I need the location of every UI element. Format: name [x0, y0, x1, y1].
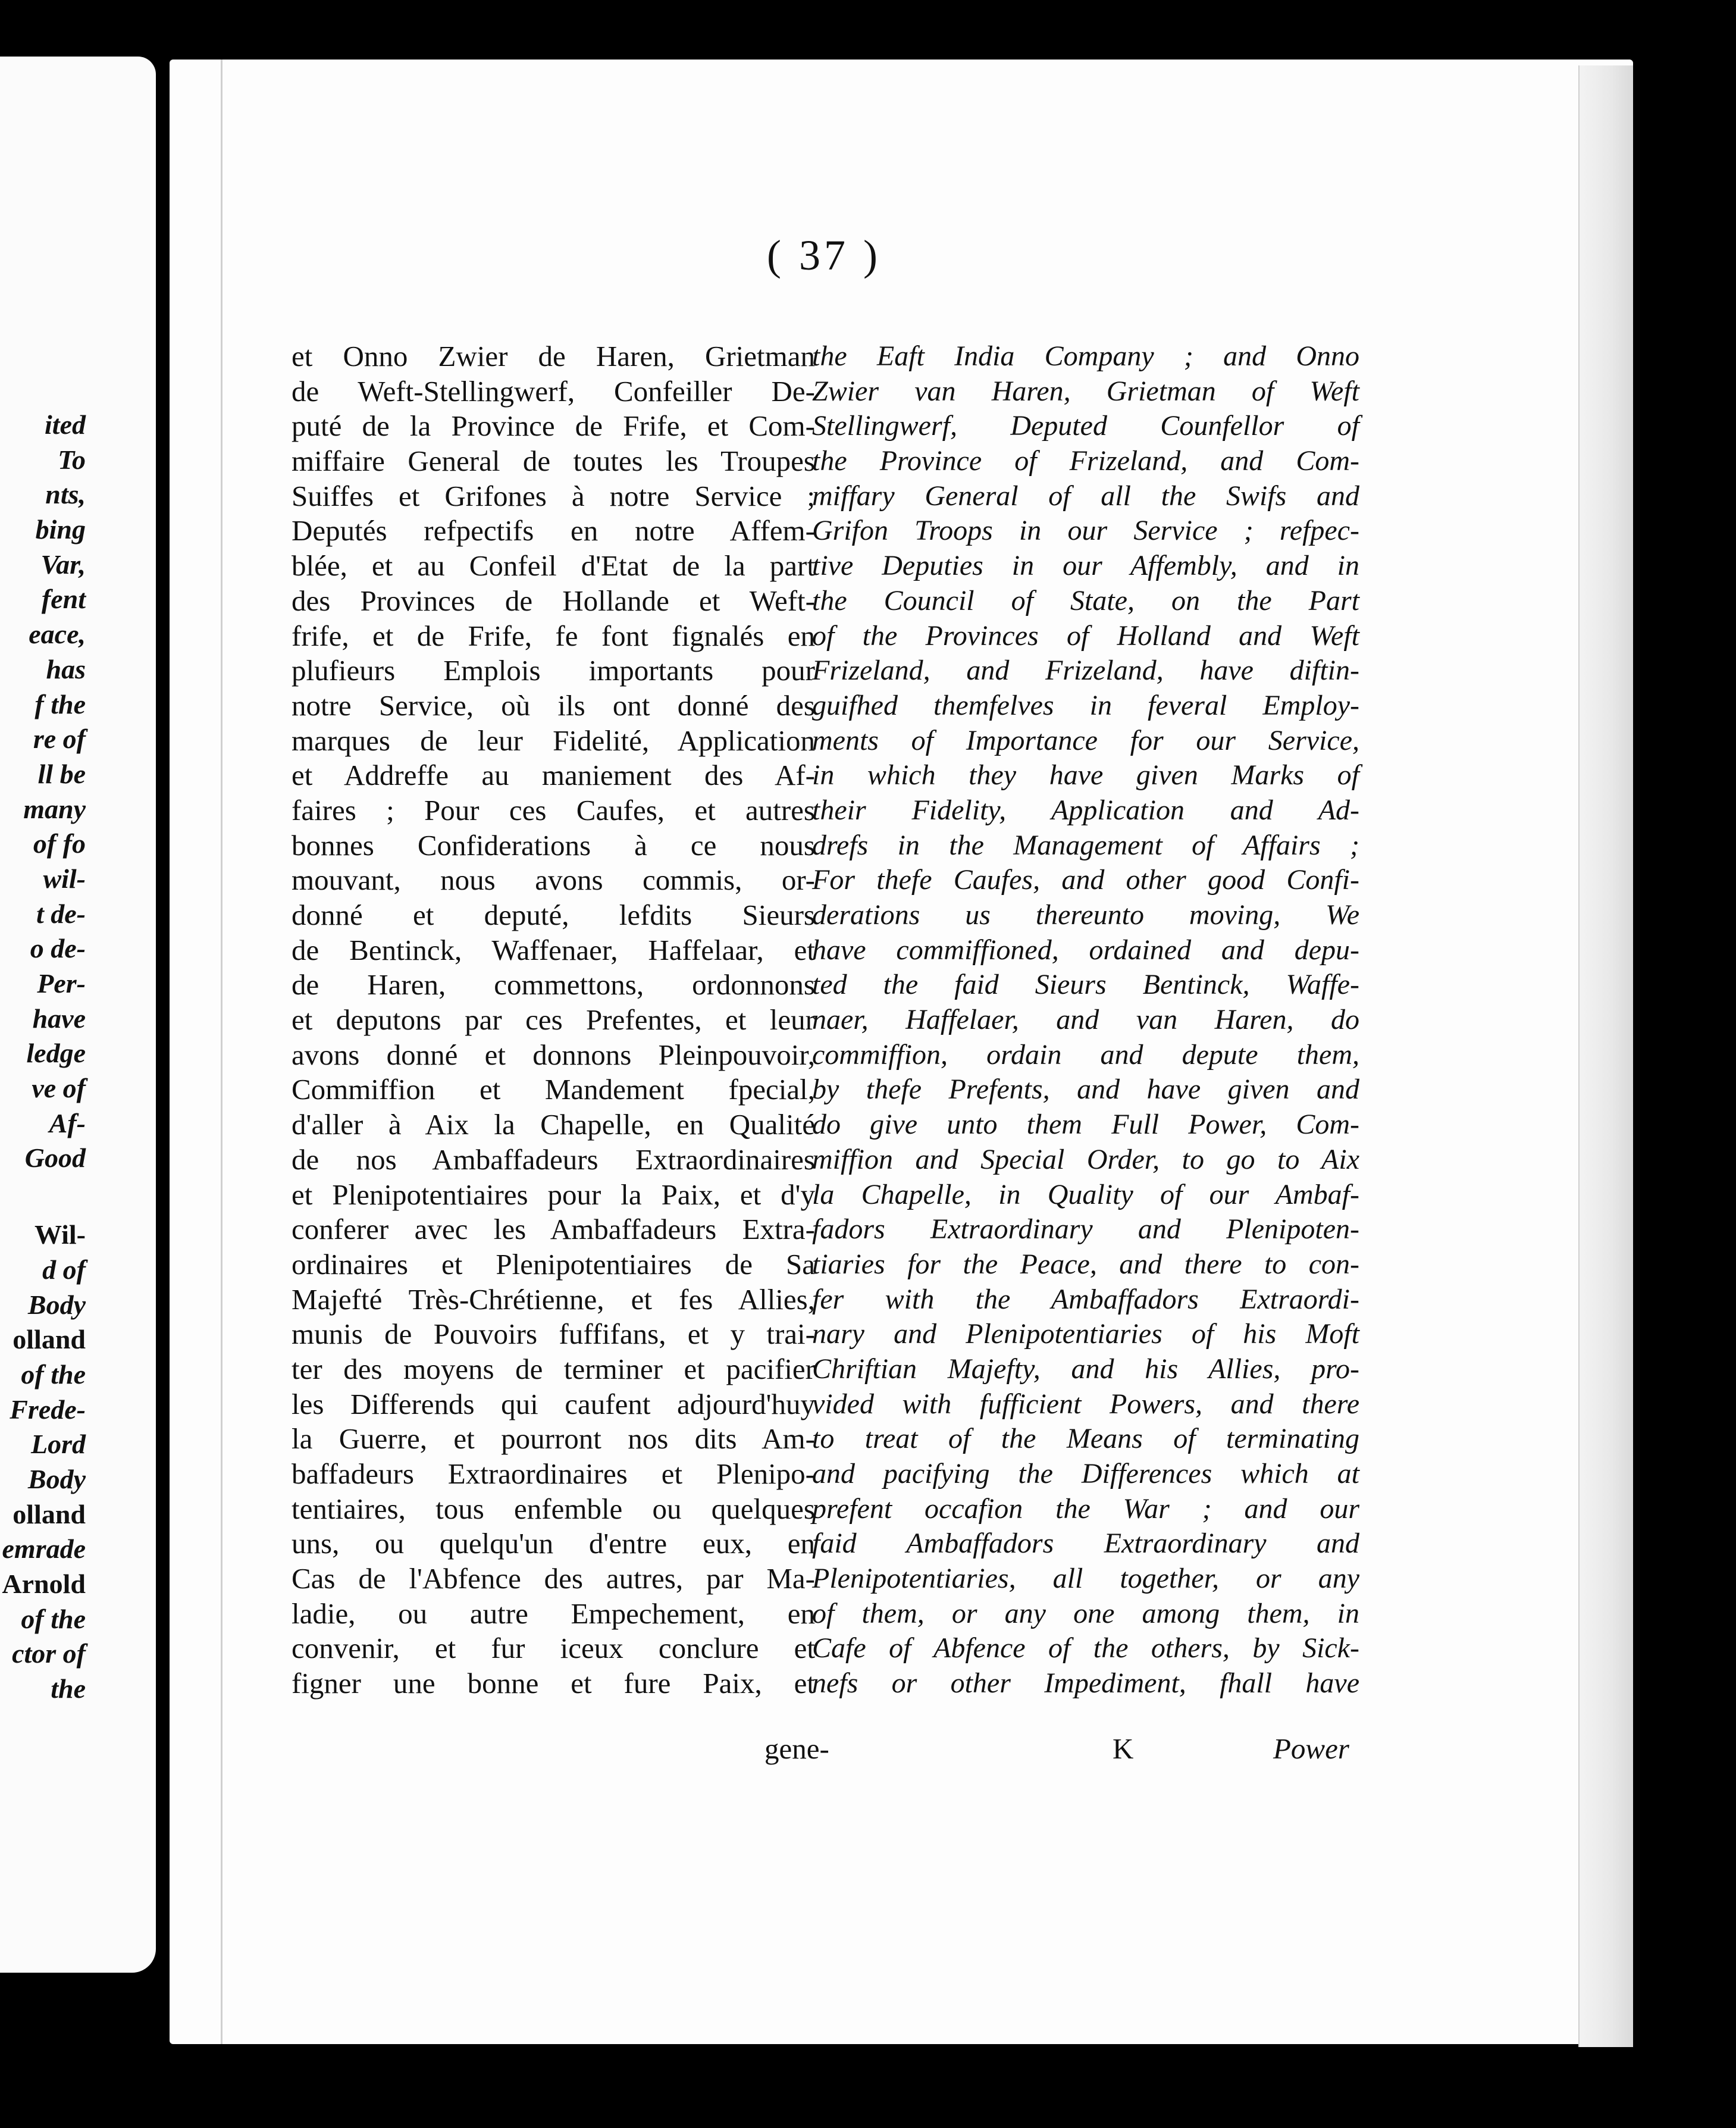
text-line: la Chapelle, in Quality of our Ambaf-: [812, 1178, 1359, 1210]
text-line: Plenipotentiaries, all together, or any: [812, 1563, 1359, 1595]
text-line: marques de leur Fidelité, Application: [292, 724, 815, 757]
fragment-line: Good: [24, 1143, 86, 1173]
fragment-line: o de-: [30, 933, 86, 964]
text-line: d'aller à Aix la Chapelle, en Qualité: [292, 1108, 815, 1141]
fragment-line: nts,: [45, 479, 86, 510]
text-line: avons donné et donnons Pleinpouvoir,: [292, 1038, 815, 1071]
fragment-line: bing: [35, 514, 86, 545]
page-number: ( 37 ): [767, 231, 881, 279]
text-line: tentiaires, tous enfemble ou quelques: [292, 1492, 815, 1525]
text-line: Chriftian Majefty, and his Allies, pro-: [812, 1353, 1359, 1385]
fragment-line: eace,: [29, 619, 86, 650]
text-line: to treat of the Means of terminating: [812, 1423, 1359, 1455]
text-line: Frizeland, and Frizeland, have diftin-: [812, 655, 1359, 687]
fragment-line: ledge: [26, 1038, 86, 1069]
text-line: convenir, et fur iceux conclure et: [292, 1632, 815, 1665]
text-line: their Fidelity, Application and Ad-: [812, 794, 1359, 826]
text-line: the Province of Frizeland, and Com-: [812, 445, 1359, 477]
text-line: de Weft-Stellingwerf, Confeiller De-: [292, 374, 815, 408]
text-line: derations us thereunto moving, We: [812, 899, 1359, 931]
fragment-line: ctor of: [12, 1638, 86, 1669]
text-line: and pacifying the Differences which at: [812, 1458, 1359, 1489]
text-line: faires ; Pour ces Caufes, et autres: [292, 793, 815, 827]
text-line: ter des moyens de terminer et pacifier: [292, 1352, 815, 1385]
fragment-line: ve of: [32, 1073, 86, 1104]
text-line: Deputés refpectifs en notre Affem-: [292, 514, 815, 547]
fragment-line: Var,: [40, 549, 86, 580]
text-line: by thefe Prefents, and have given and: [812, 1074, 1359, 1106]
text-line: figner une bonne et fure Paix, et: [292, 1667, 815, 1700]
text-line: Zwier van Haren, Grietman of Weft: [812, 375, 1359, 407]
text-line: nefs or other Impediment, fhall have: [812, 1667, 1359, 1700]
previous-page-edge: [0, 57, 156, 1973]
text-line: miffaire General de toutes les Troupes: [292, 445, 815, 478]
text-line: et Onno Zwier de Haren, Grietman: [292, 340, 815, 373]
text-line: conferer avec les Ambaffadeurs Extra-: [292, 1213, 815, 1246]
text-line: baffadeurs Extraordinaires et Plenipo-: [292, 1457, 815, 1490]
fragment-line: d of: [42, 1254, 86, 1285]
text-line: faid Ambaffadors Extraordinary and: [812, 1528, 1359, 1560]
fragment-line: ited: [45, 409, 86, 440]
text-line: la Guerre, et pourront nos dits Am-: [292, 1422, 815, 1456]
fragment-line: ll be: [37, 758, 86, 789]
text-line: For thefe Caufes, and other good Confi-: [812, 864, 1359, 896]
fragment-line: Body: [27, 1463, 86, 1494]
text-line: Majefté Très-Chrétienne, et fes Allies,: [292, 1282, 815, 1316]
fragment-line: many: [23, 793, 86, 824]
text-line: the Council of State, on the Part: [812, 584, 1359, 617]
text-line: munis de Pouvoirs fuffifans, et y trai-: [292, 1318, 815, 1351]
text-line: frife, et de Frife, fe font fignalés en: [292, 619, 815, 652]
text-line: nary and Plenipotentiaries of his Moft: [812, 1318, 1359, 1350]
text-line: Cafe of Abfence of the others, by Sick-: [812, 1632, 1359, 1664]
previous-page-text-fragments: [0, 408, 156, 1707]
text-line: et Plenipotentiaires pour la Paix, et d'y: [292, 1178, 815, 1211]
fragment-line: To: [58, 444, 86, 475]
fragment-line: Per-: [37, 968, 86, 999]
text-line: notre Service, où ils ont donné des: [292, 689, 815, 722]
fragment-line: of fo: [33, 828, 86, 859]
text-line: mouvant, nous avons commis, or-: [292, 863, 815, 897]
signature-mark: K: [1113, 1732, 1134, 1765]
english-text-column: [812, 339, 1359, 1701]
catchword-right: Power: [1273, 1732, 1349, 1765]
text-line: ordinaires et Plenipotentiaires de Sa: [292, 1247, 815, 1281]
text-line: vided with fufficient Powers, and there: [812, 1388, 1359, 1420]
fragment-line: Arnold: [2, 1569, 86, 1599]
fragment-line: has: [46, 653, 86, 684]
text-line: drefs in the Management of Affairs ;: [812, 829, 1359, 861]
text-line: tive Deputies in our Affembly, and in: [812, 550, 1359, 582]
fragment-line: Wil-: [34, 1219, 86, 1250]
page-gutter: [221, 60, 223, 2044]
page-fore-edge: [1578, 65, 1633, 2047]
text-line: des Provinces de Hollande et Weft-: [292, 584, 815, 617]
text-line: de Bentinck, Waffenaer, Haffelaar, et: [292, 933, 815, 966]
text-line: miffion and Special Order, to go to Aix: [812, 1143, 1359, 1175]
fragment-line: emrade: [2, 1534, 86, 1564]
text-line: ted the faid Sieurs Bentinck, Waffe-: [812, 969, 1359, 1001]
fragment-line: t de-: [36, 898, 86, 929]
fragment-line: Frede-: [10, 1394, 86, 1425]
text-line: Commiffion et Mandement fpecial,: [292, 1073, 815, 1106]
text-line: uns, ou quelqu'un d'entre eux, en: [292, 1527, 815, 1560]
text-line: prefent occafion the War ; and our: [812, 1492, 1359, 1525]
text-line: Suiffes et Grifones à notre Service ;: [292, 479, 815, 512]
book-page: [170, 60, 1633, 2044]
text-line: naer, Haffelaer, and van Haren, do: [812, 1004, 1359, 1036]
text-line: les Differends qui caufent adjourd'huy: [292, 1387, 815, 1420]
paragraph-gap: [0, 1176, 156, 1218]
text-line: in which they have given Marks of: [812, 759, 1359, 791]
text-line: Cas de l'Abfence des autres, par Ma-: [292, 1562, 815, 1595]
catchword-left: gene-: [764, 1732, 829, 1765]
text-line: Stellingwerf, Deputed Counfellor of: [812, 410, 1359, 442]
fragment-line: of the: [21, 1359, 86, 1390]
text-line: ments of Importance for our Service,: [812, 724, 1359, 756]
text-line: fadors Extraordinary and Plenipoten-: [812, 1213, 1359, 1245]
text-line: ladie, ou autre Empechement, en: [292, 1597, 815, 1630]
fragment-line: wil-: [43, 863, 86, 894]
text-line: tiaries for the Peace, and there to con-: [812, 1248, 1359, 1280]
text-line: blée, et au Confeil d'Etat de la part: [292, 549, 815, 583]
text-line: do give unto them Full Power, Com-: [812, 1109, 1359, 1141]
fragment-line: olland: [12, 1498, 86, 1529]
text-line: commiffion, ordain and depute them,: [812, 1038, 1359, 1071]
text-line: guifhed themfelves in feveral Employ-: [812, 689, 1359, 721]
text-line: have commiffioned, ordained and depu-: [812, 934, 1359, 966]
text-line: plufieurs Emplois importants pour: [292, 654, 815, 687]
fragment-line: Body: [27, 1289, 86, 1320]
text-line: donné et deputé, lefdits Sieurs: [292, 899, 815, 931]
fragment-line: f the: [35, 689, 86, 719]
fragment-line: olland: [12, 1324, 86, 1355]
text-line: of the Provinces of Holland and Weft: [812, 619, 1359, 652]
text-line: de Haren, commettons, ordonnons: [292, 968, 815, 1002]
text-line: et deputons par ces Prefentes, et leur: [292, 1003, 815, 1037]
fragment-line: Lord: [31, 1429, 86, 1460]
fragment-line: Af-: [49, 1107, 86, 1138]
text-line: puté de la Province de Frife, et Com-: [292, 409, 815, 443]
fragment-line: re of: [33, 724, 86, 755]
french-text-column: [292, 339, 815, 1701]
fragment-line: of the: [21, 1603, 86, 1634]
fragment-line: have: [32, 1003, 86, 1034]
text-line: of them, or any one among them, in: [812, 1597, 1359, 1629]
text-line: Grifon Troops in our Service ; refpec-: [812, 515, 1359, 547]
text-line: bonnes Confiderations à ce nous: [292, 828, 815, 862]
text-line: et Addreffe au maniement des Af-: [292, 759, 815, 792]
text-line: the Eaft India Company ; and Onno: [812, 340, 1359, 372]
text-line: miffary General of all the Swifs and: [812, 480, 1359, 512]
text-line: fer with the Ambaffadors Extraordi-: [812, 1283, 1359, 1315]
text-line: de nos Ambaffadeurs Extraordinaires: [292, 1143, 815, 1176]
fragment-line: the: [51, 1673, 86, 1704]
fragment-line: fent: [41, 584, 86, 615]
